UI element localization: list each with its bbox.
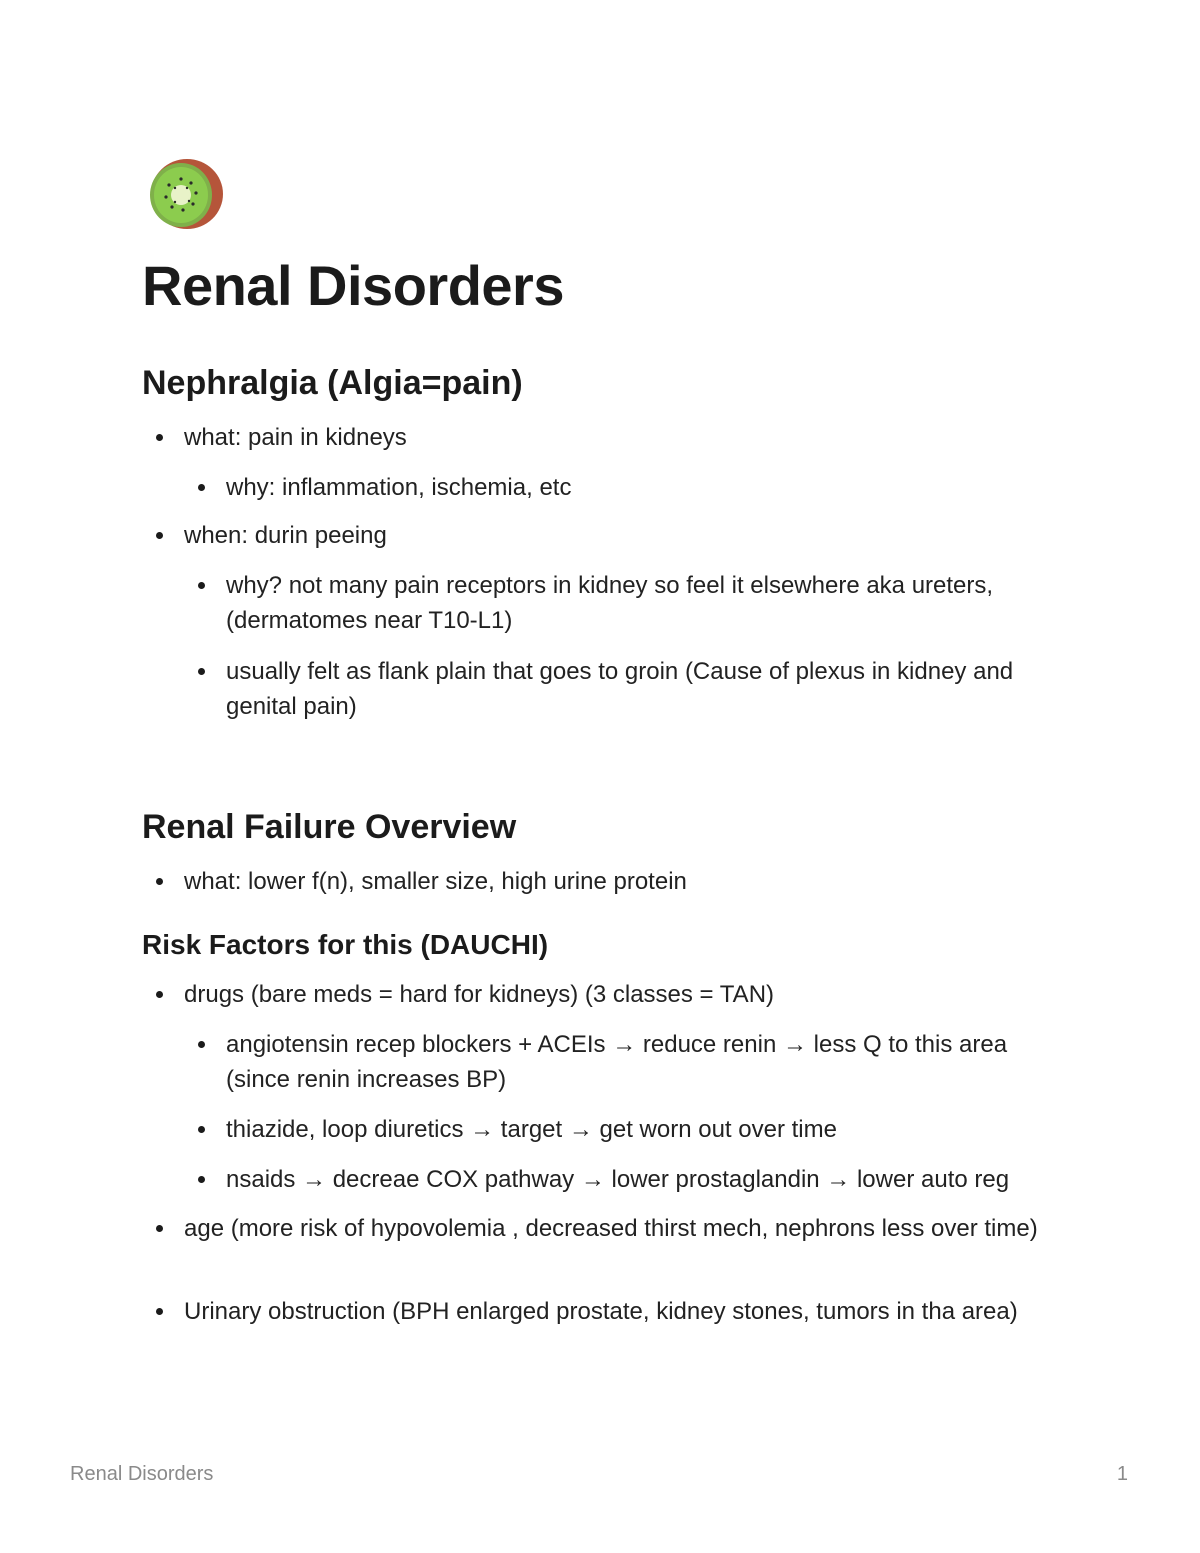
bullet-icon: [156, 532, 163, 539]
page-title: Renal Disorders: [142, 254, 564, 317]
footer-document-title: Renal Disorders: [70, 1463, 214, 1485]
bullet-icon: [198, 1176, 205, 1183]
list-item: angiotensin recep blockers + ACEIs → reduce renin → less Q to this area (since renin increases BP): [226, 1031, 1008, 1093]
bullet-icon: [198, 582, 205, 589]
list-item: thiazide, loop diuretics → target → get worn out over time: [226, 1116, 837, 1143]
list-item: drugs (bare meds = hard for kidneys) (3 classes = TAN): [184, 981, 775, 1008]
list-item: age (more risk of hypovolemia , decreased thirst mech, nephrons less over time): [184, 1215, 1038, 1242]
list-item: what: pain in kidneys: [184, 424, 407, 451]
bullet-icon: [198, 1041, 205, 1048]
kiwi-fruit-icon: [145, 157, 225, 232]
bullet-icon: [156, 434, 163, 441]
bullet-icon: [198, 484, 205, 491]
bullet-icon: [198, 668, 205, 675]
list-item: why: inflammation, ischemia, etc: [226, 474, 572, 501]
bullet-icon: [156, 878, 163, 885]
heading-nephralgia: Nephralgia (Algia=pain): [142, 364, 523, 402]
heading-renal-failure-overview: Renal Failure Overview: [142, 808, 517, 846]
bullet-icon: [156, 991, 163, 998]
heading-risk-factors: Risk Factors for this (DAUCHI): [142, 929, 549, 960]
list-item: what: lower f(n), smaller size, high urine protein: [184, 868, 687, 895]
list-item: usually felt as flank plain that goes to groin (Cause of plexus in kidney and genital pain): [226, 658, 1014, 720]
list-item: when: durin peeing: [184, 522, 387, 549]
bullet-icon: [198, 1126, 205, 1133]
bullet-icon: [156, 1308, 163, 1315]
list-item: why? not many pain receptors in kidney so feel it elsewhere aka ureters, (dermatomes near T10-L1): [226, 572, 994, 634]
list-item: nsaids → decreae COX pathway → lower prostaglandin → lower auto reg: [226, 1166, 1010, 1193]
footer-page-number: 1: [1116, 1463, 1128, 1485]
bullet-icon: [156, 1225, 163, 1232]
list-item: Urinary obstruction (BPH enlarged prostate, kidney stones, tumors in tha area): [184, 1298, 1018, 1325]
